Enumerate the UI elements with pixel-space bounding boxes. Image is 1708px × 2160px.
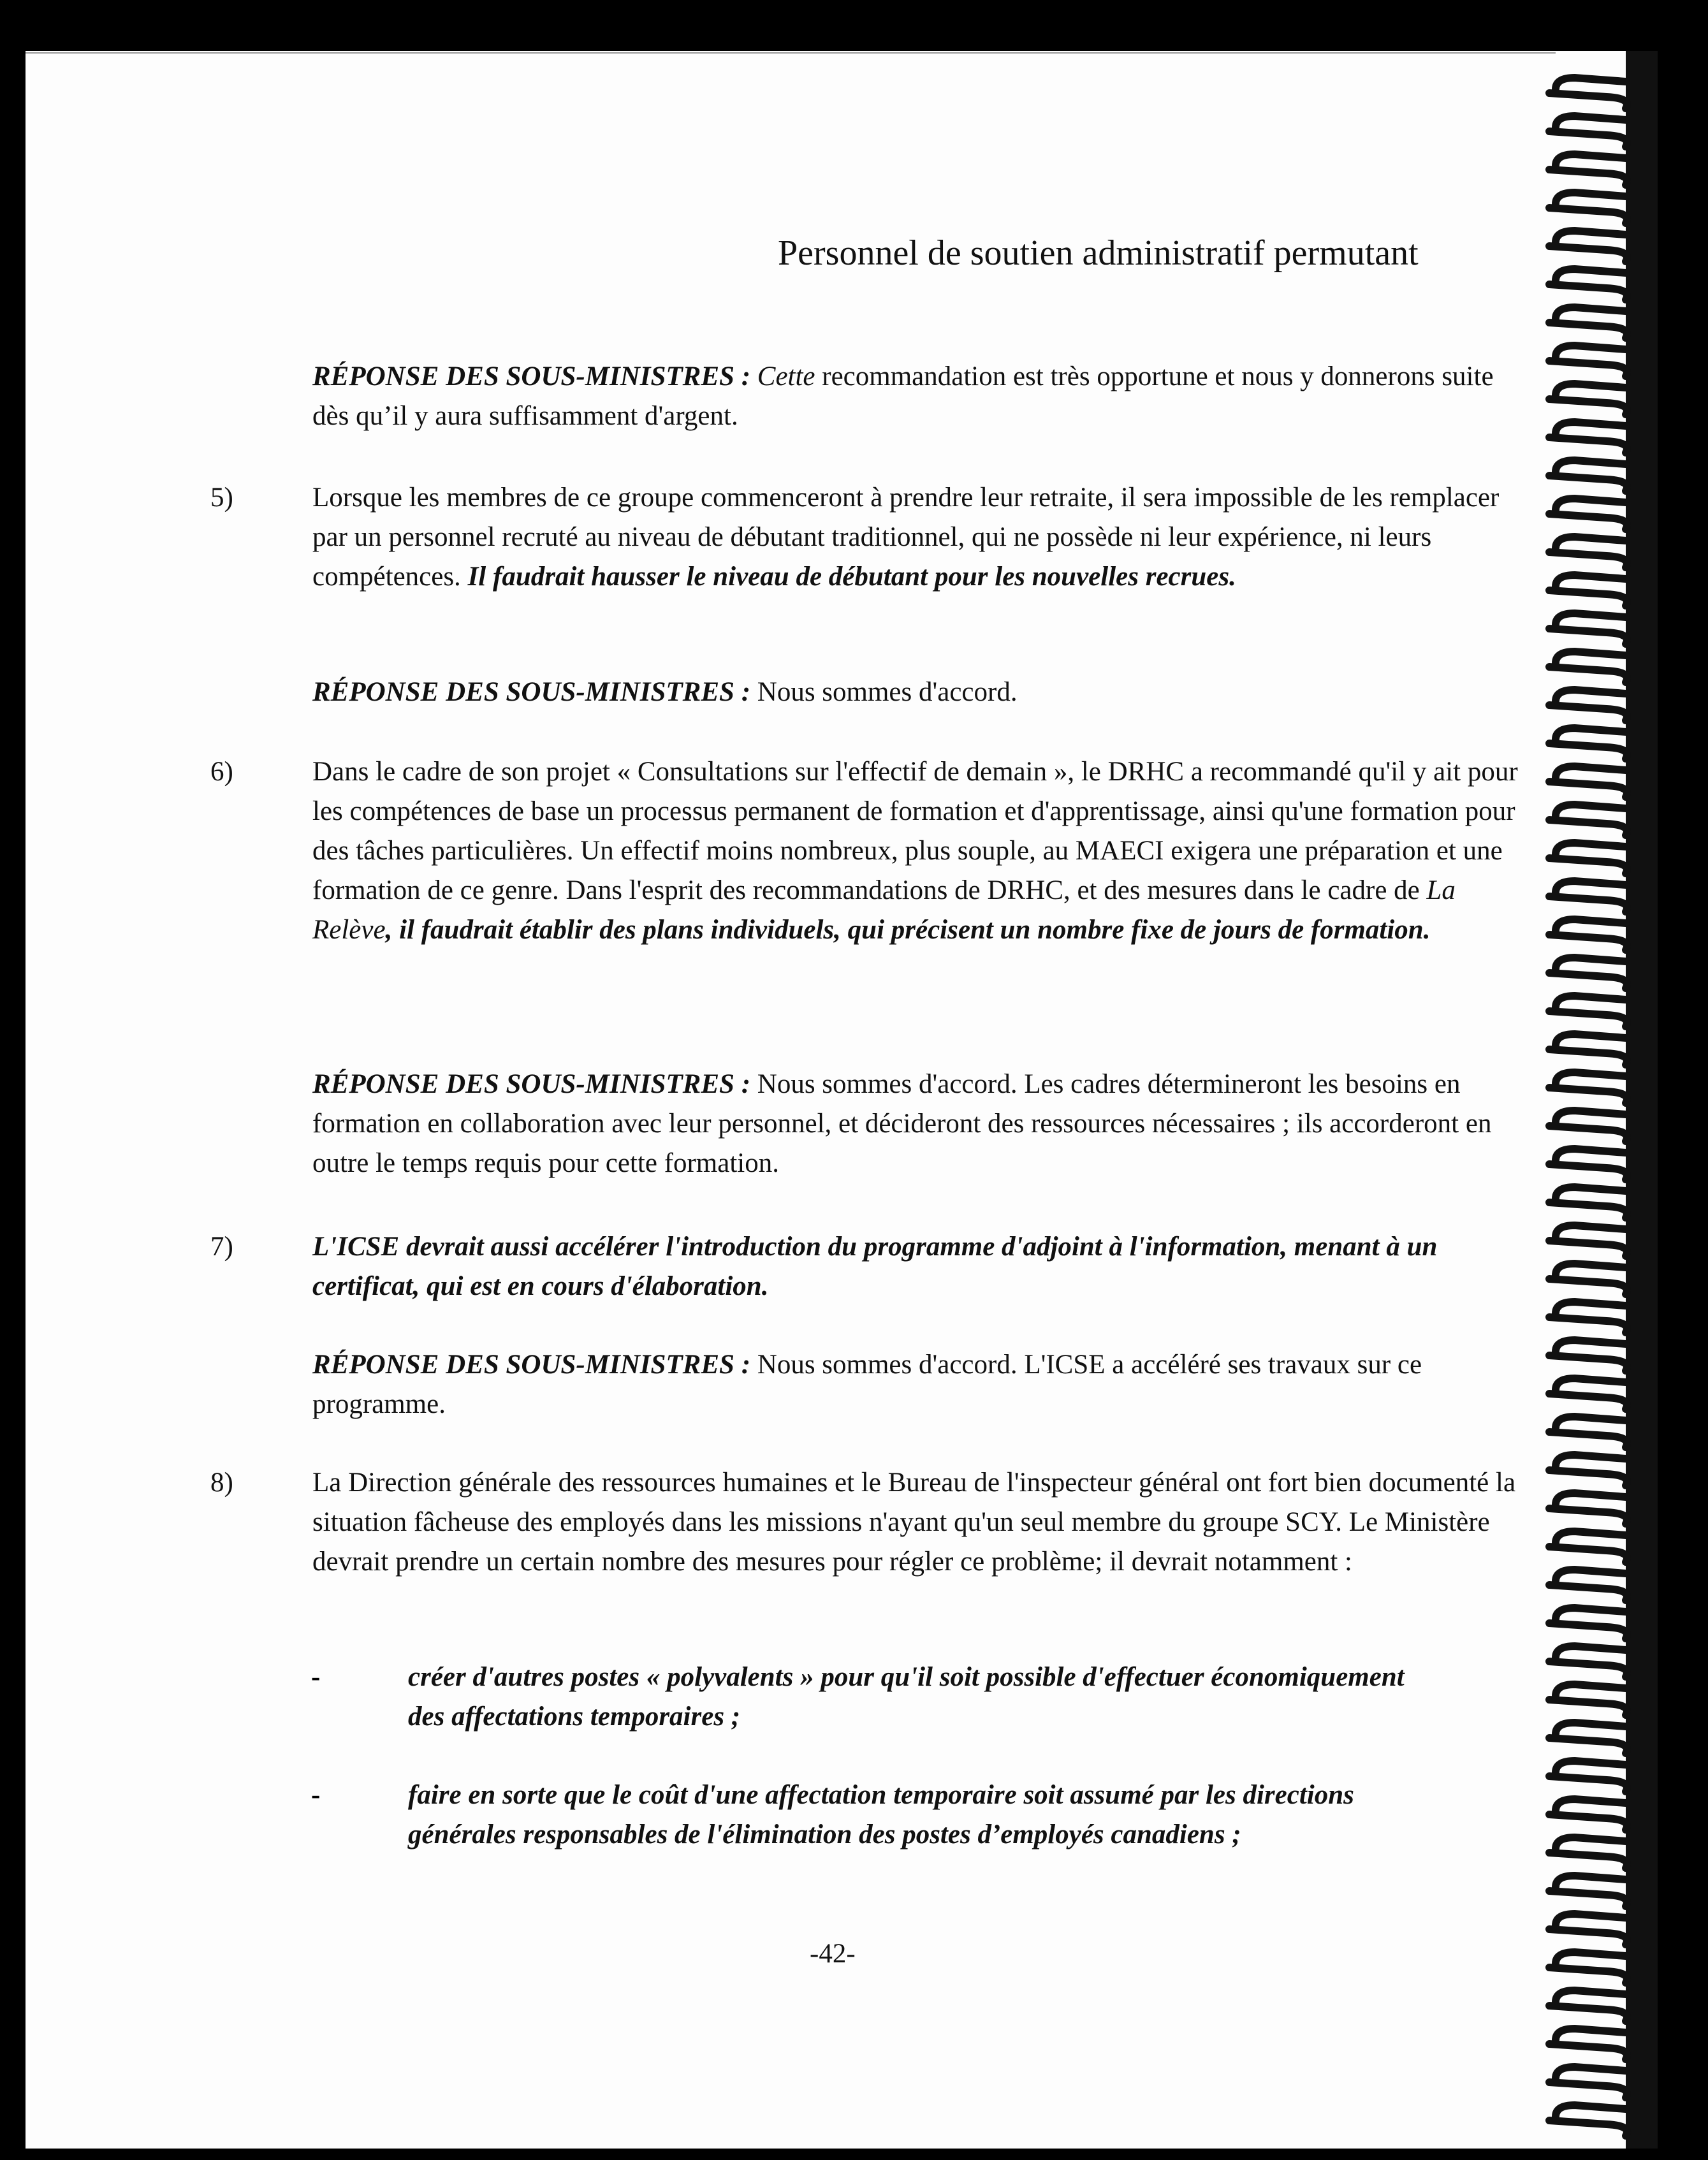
- scan-edge-line: [26, 52, 1556, 54]
- spiral-coil: [1549, 1952, 1627, 1983]
- item-6: [312, 752, 1524, 950]
- spiral-coil: [1549, 537, 1627, 567]
- spiral-coil: [1549, 460, 1627, 491]
- item-5-recommendation: Il faudrait hausser le niveau de débutant pour les nouvelles recrues.: [467, 562, 1236, 592]
- spiral-coil: [1549, 1876, 1627, 1906]
- spiral-coil: [1549, 154, 1627, 185]
- spiral-coil: [1549, 1187, 1627, 1218]
- spiral-coil: [1549, 652, 1627, 682]
- reply-7-text: Nous sommes d'accord. L'ICSE a accéléré ses travaux sur ce programme.: [312, 1350, 1422, 1419]
- reply-4-text: recommandation est très opportune et nous y donnerons suite dès qu’il y aura suffisamment d'argent.: [312, 361, 1494, 431]
- item-7-recommendation: L'ICSE devrait aussi accélérer l'introduction du programme d'adjoint à l'information, menant à un certificat, qui est en cours d'élaboration.: [312, 1232, 1438, 1301]
- reply-label: RÉPONSE DES SOUS-MINISTRES :: [312, 677, 751, 707]
- reply-5: [312, 673, 1524, 712]
- reply-7: [312, 1345, 1524, 1424]
- item-8-text: La Direction générale des ressources humaines et le Bureau de l'inspecteur général ont fort bien documenté la situation fâcheuse des employés dans les missions n'ayant qu'un seul membre du groupe SCY. Le Ministère devrait prendre un certain nombre des mesures pour régler ce problème; il devrait notamment :: [312, 1468, 1516, 1577]
- document-page: [26, 51, 1658, 2149]
- spiral-coil: [1549, 193, 1627, 223]
- spiral-coil: [1549, 1761, 1627, 1791]
- bullet-item: faire en sorte que le coût d'une affectation temporaire soit assumé par les directions générales responsables de l'élimination des postes d’employés canadiens ;: [408, 1780, 1354, 1850]
- spiral-coil: [1549, 1646, 1627, 1677]
- page-number: -42-: [810, 1939, 856, 1969]
- item-6-italic: La Relève: [312, 875, 1456, 945]
- reply-4: [312, 357, 1524, 436]
- spiral-coil: [1549, 881, 1627, 912]
- spiral-coil: [1549, 1340, 1627, 1371]
- spiral-coil: [1549, 1072, 1627, 1103]
- reply-4-lead: Cette: [757, 361, 815, 391]
- item-5: [312, 478, 1524, 597]
- item-5-text: Lorsque les membres de ce groupe commenceront à prendre leur retraite, il sera impossible de les remplacer par un personnel recruté au niveau de débutant traditionnel, qui ne possède ni leur expérience, ni leurs compétences.: [312, 483, 1500, 592]
- spiral-coil: [1549, 1493, 1627, 1524]
- spiral-coil: [1549, 1378, 1627, 1409]
- item-number-7: 7): [210, 1232, 233, 1262]
- bullet-item: créer d'autres postes « polyvalents » pour qu'il soit possible d'effectuer économiquement des affectations temporaires ;: [408, 1662, 1405, 1732]
- spiral-coil: [1549, 346, 1627, 376]
- spiral-coil: [1549, 766, 1627, 797]
- spiral-coil: [1549, 1570, 1627, 1600]
- spiral-coil: [1549, 728, 1627, 759]
- spiral-coil: [1549, 1723, 1627, 1753]
- item-number-8: 8): [210, 1468, 233, 1498]
- spiral-coil: [1549, 1034, 1627, 1065]
- spiral-coil: [1549, 499, 1627, 529]
- spiral-coil: [1549, 1799, 1627, 1830]
- spiral-coil: [1549, 1608, 1627, 1638]
- spiral-coil: [1549, 1914, 1627, 1945]
- spiral-binding: [1530, 51, 1658, 2149]
- running-header: Personnel de soutien administratif permutant: [778, 233, 1419, 273]
- spiral-coil: [1549, 613, 1627, 644]
- spiral-coil: [1549, 919, 1627, 950]
- item-6-recommendation: , il faudrait établir des plans individuels, qui précisent un nombre fixe de jours de formation.: [385, 915, 1431, 945]
- spiral-coil: [1549, 1684, 1627, 1715]
- spiral-coil: [1549, 422, 1627, 453]
- spiral-coil: [1549, 231, 1627, 261]
- spiral-coil: [1549, 843, 1627, 873]
- reply-label: RÉPONSE DES SOUS-MINISTRES :: [312, 1350, 751, 1380]
- spiral-coil: [1549, 1264, 1627, 1294]
- reply-label: RÉPONSE DES SOUS-MINISTRES :: [312, 1069, 751, 1099]
- spiral-coil: [1549, 575, 1627, 606]
- spiral-coil: [1549, 78, 1627, 108]
- spiral-coil: [1549, 269, 1627, 300]
- spiral-coil: [1549, 1531, 1627, 1562]
- spiral-coil: [1549, 1417, 1627, 1447]
- spiral-coil: [1549, 1990, 1627, 2021]
- spiral-coil: [1549, 690, 1627, 720]
- spiral-coil: [1549, 805, 1627, 835]
- spiral-coil: [1549, 1149, 1627, 1179]
- item-number-5: 5): [210, 483, 233, 513]
- spiral-coil: [1549, 2029, 1627, 2059]
- spiral-coil: [1549, 1837, 1627, 1868]
- spiral-coil: [1549, 1225, 1627, 1256]
- spiral-coil: [1549, 1302, 1627, 1332]
- item-6-text: Dans le cadre de son projet « Consultations sur l'effectif de demain », le DRHC a recommandé qu'il y ait pour les compétences de base un processus permanent de formation et d'apprentissage, ainsi qu'une formation pour des tâches particulières. Un effectif moins nombreux, plus souple, au MAECI exigera une préparation et une formation de ce genre. Dans l'esprit des recommandations de DRHC, et des mesures dans le cadre de: [312, 757, 1518, 905]
- bullet-dash: -: [311, 1662, 321, 1692]
- spiral-coil: [1549, 1455, 1627, 1485]
- reply-6: [312, 1065, 1524, 1183]
- item-number-6: 6): [210, 757, 233, 787]
- bullet-dash: -: [311, 1780, 321, 1810]
- spiral-coil: [1549, 996, 1627, 1026]
- spiral-coil: [1549, 384, 1627, 414]
- spiral-coil: [1549, 1111, 1627, 1141]
- reply-6-text: Nous sommes d'accord. Les cadres détermineront les besoins en formation en collaboration avec leur personnel, et décideront des ressources nécessaires ; ils accorderont en outre le temps requis pour cette formation.: [312, 1069, 1492, 1178]
- spiral-coil: [1549, 958, 1627, 988]
- spiral-coil: [1549, 2067, 1627, 2098]
- spiral-coil: [1549, 116, 1627, 147]
- spiral-coil: [1549, 307, 1627, 338]
- reply-label: RÉPONSE DES SOUS-MINISTRES :: [312, 361, 751, 391]
- reply-5-text: Nous sommes d'accord.: [750, 677, 1018, 707]
- spiral-coil: [1549, 2105, 1627, 2136]
